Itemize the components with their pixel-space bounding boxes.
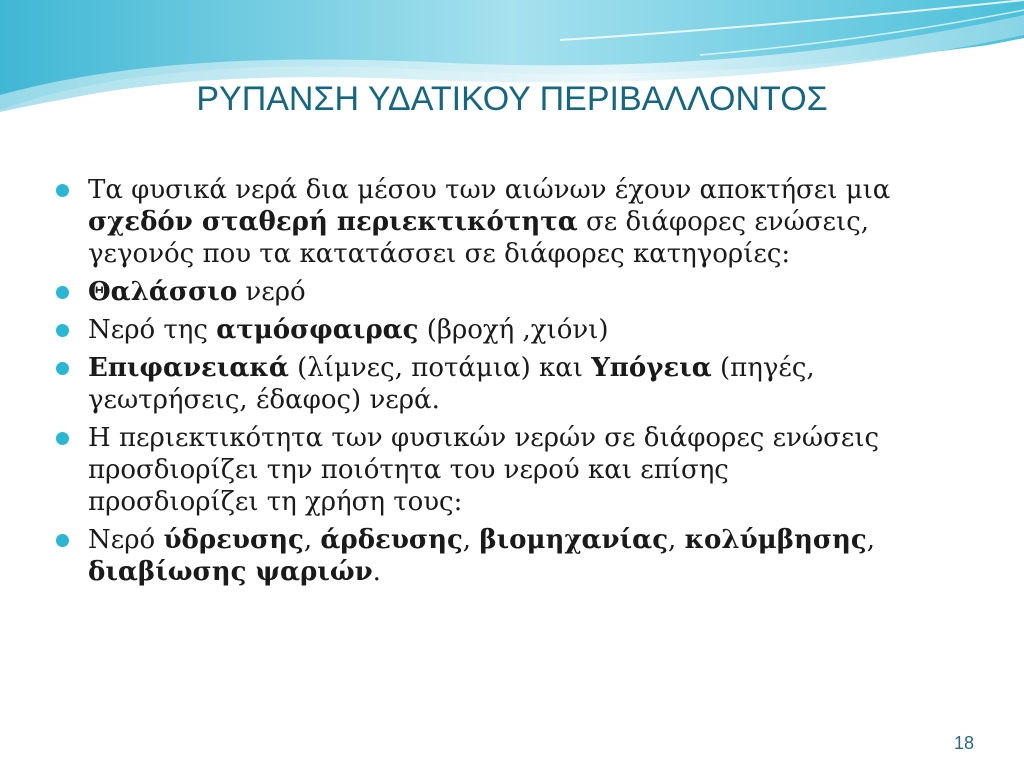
bullet-list	[56, 174, 906, 594]
bullet-item	[56, 352, 906, 416]
bullet-text-bold: διαβίωσης ψαριών	[88, 557, 373, 587]
bullet-text-bold: Θαλάσσιο	[88, 277, 238, 307]
bullet-text-bold: Επιφανειακά	[88, 353, 289, 383]
bullet-text-bold: σχεδόν σταθερή περιεκτικότητα	[88, 207, 578, 237]
bullet-text: σε διάφορες ενώσεις, γεγονός που τα κατατάσσει σε διάφορες κατηγορίες:	[88, 207, 870, 269]
bullet-text: (λίμνες, ποτάμια) και	[288, 353, 592, 383]
bullet-dot-icon	[56, 432, 69, 445]
bullet-text-bold: κολύμβησης	[684, 525, 867, 555]
bullet-text: ,	[668, 525, 685, 555]
bullet-dot-icon	[56, 324, 69, 337]
bullet-item	[56, 174, 906, 270]
bullet-text: .	[372, 557, 381, 587]
bullet-text: Νερό	[88, 525, 164, 555]
bullet-text: ,	[303, 525, 321, 555]
bullet-dot-icon	[56, 534, 69, 547]
bullet-text: (πηγές, γεωτρήσεις, έδαφος) νερά.	[88, 353, 815, 415]
bullet-item	[56, 276, 906, 308]
bullet-dot-icon	[56, 184, 69, 197]
bullet-text: νερό	[237, 277, 306, 307]
bullet-text-bold: ατμόσφαιρας	[216, 315, 419, 345]
bullet-dot-icon	[56, 286, 69, 299]
bullet-text-bold: άρδευσης	[320, 525, 463, 555]
slide-title: ΡΥΠΑΝΣΗ ΥΔΑΤΙΚΟΥ ΠΕΡΙΒΑΛΛΟΝΤΟΣ	[196, 80, 828, 118]
page-number: 18	[953, 733, 974, 753]
bullet-text: Νερό της	[88, 315, 217, 345]
bullet-text: Τα φυσικά νερά δια μέσου των αιώνων έχουν αποκτήσει μια	[88, 175, 891, 205]
bullet-item	[56, 422, 906, 518]
bullet-text-bold: Υπόγεια	[591, 353, 712, 383]
bullet-dot-icon	[56, 362, 69, 375]
bullet-item	[56, 314, 906, 346]
bullet-text: ,	[462, 525, 480, 555]
bullet-text: Η περιεκτικότητα των φυσικών νερών σε διάφορες ενώσεις προσδιορίζει την ποιότητα του νερού και επίσης προσδιορίζει τη χρήση τους:	[88, 423, 880, 517]
bullet-text: (βροχή ,χιόνι)	[418, 315, 609, 345]
bullet-item	[56, 524, 906, 588]
bullet-text-bold: βιομηχανίας	[479, 525, 669, 555]
bullet-text: ,	[866, 525, 876, 555]
bullet-text-bold: ύδρευσης	[163, 525, 304, 555]
